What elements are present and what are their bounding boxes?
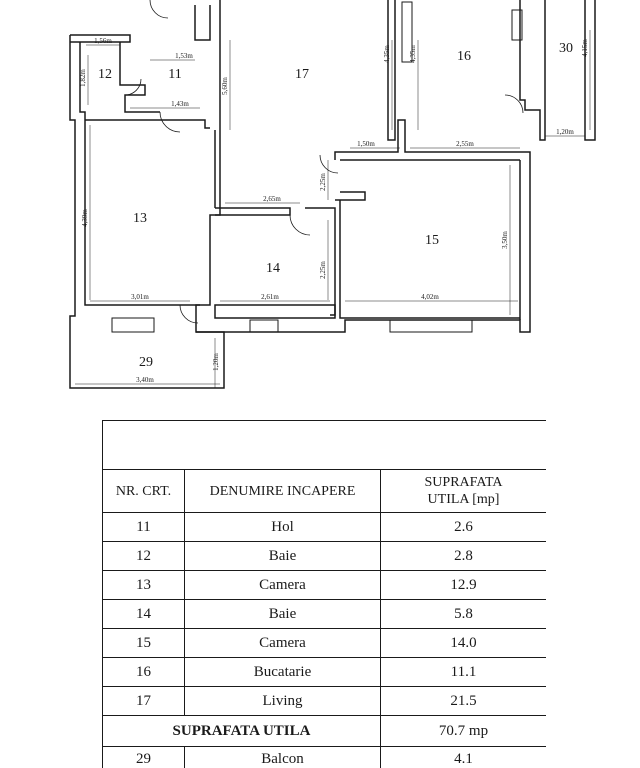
dimension-label: 3,01m [131, 293, 149, 301]
cell-nr: 17 [103, 687, 185, 716]
cell-nr: 14 [103, 600, 185, 629]
wall-16-right [520, 0, 545, 140]
cell-nr: 15 [103, 629, 185, 658]
header-nr: NR. CRT. [103, 470, 185, 513]
wall-15-leftupper [335, 192, 365, 200]
cell-area: 12.9 [381, 571, 547, 600]
dimension-label: 4,35m [383, 45, 391, 63]
dimension-label: 1,56m [94, 37, 112, 45]
dimension-label: 1,53m [175, 52, 193, 60]
header-area-line2: UTILA [mp] [427, 492, 500, 507]
table-header-row [103, 470, 547, 513]
table-row [103, 513, 547, 542]
summary-label: SUPRAFATA UTILA [103, 716, 381, 747]
door-top [150, 0, 168, 18]
wall-16-left [388, 0, 395, 140]
dimension-lines [75, 30, 590, 388]
dimension-label: 2,25m [319, 173, 327, 191]
table-row [103, 629, 547, 658]
dimension-label: 1,50m [357, 140, 375, 148]
dimension-label: 3,50m [501, 231, 509, 249]
dimension-label: 2,65m [263, 195, 281, 203]
table-row [103, 658, 547, 687]
cell-nr: 16 [103, 658, 185, 687]
header-area-line1: SUPRAFATA [424, 475, 503, 490]
table-title-row [103, 421, 547, 470]
table-title-cell [103, 421, 547, 470]
room-label-15: 15 [425, 233, 439, 248]
dimension-label: 2,55m [456, 140, 474, 148]
summary-row [103, 716, 547, 747]
window-14 [250, 320, 278, 332]
wall-11-right [195, 5, 210, 40]
dimension-label: 5,60m [221, 77, 229, 95]
dimension-label: 4,39m [81, 209, 89, 227]
cell-nr: 29 [103, 747, 185, 768]
cell-nr: 11 [103, 513, 185, 542]
room-label-12: 12 [98, 67, 112, 82]
room-label-13: 13 [133, 211, 147, 226]
cell-name: Hol [185, 513, 381, 542]
dimension-label: 4,35m [409, 45, 417, 63]
wall-outline-left [70, 0, 224, 388]
wall-12-11 [120, 42, 160, 112]
table-row [103, 687, 547, 716]
cell-nr: 12 [103, 542, 185, 571]
cell-name: Balcon [185, 747, 381, 768]
window-15 [390, 320, 472, 332]
dimension-label: 1,82m [79, 69, 87, 87]
table-row [103, 600, 547, 629]
dimension-label: 1,20m [556, 128, 574, 136]
door-14 [290, 215, 310, 235]
dimension-label: 4,15m [581, 39, 589, 57]
area-table-container [102, 420, 546, 768]
room-label-30: 30 [559, 41, 573, 56]
header-name: DENUMIRE INCAPERE [185, 470, 381, 513]
walls [70, 0, 595, 388]
area-table [102, 420, 546, 768]
cell-area: 21.5 [381, 687, 547, 716]
room-label-17: 17 [295, 67, 309, 82]
room-label-16: 16 [457, 49, 471, 64]
cell-area: 4.1 [381, 747, 547, 768]
cell-name: Bucatarie [185, 658, 381, 687]
dimension-label: 1,43m [171, 100, 189, 108]
header-area [381, 470, 547, 513]
cell-name: Camera [185, 571, 381, 600]
dimension-label: 3,40m [136, 376, 154, 384]
cell-area: 5.8 [381, 600, 547, 629]
dimension-label: 1,20m [212, 353, 220, 371]
cell-area: 14.0 [381, 629, 547, 658]
cell-name: Living [185, 687, 381, 716]
door-13 [160, 112, 180, 132]
dimension-label: 2,61m [261, 293, 279, 301]
dimension-label: 2,25m [319, 261, 327, 279]
room-label-11: 11 [168, 67, 182, 82]
window-29 [112, 318, 154, 332]
cell-name: Baie [185, 542, 381, 571]
cell-name: Camera [185, 629, 381, 658]
table-row [103, 747, 547, 768]
room-label-14: 14 [266, 261, 280, 276]
cell-area: 11.1 [381, 658, 547, 687]
cell-area: 2.6 [381, 513, 547, 542]
wall-13-top [85, 120, 210, 128]
summary-value: 70.7 mp [381, 716, 547, 747]
cell-nr: 13 [103, 571, 185, 600]
wall-14-top [215, 208, 290, 215]
cell-area: 2.8 [381, 542, 547, 571]
room-label-29: 29 [139, 355, 153, 370]
cell-name: Baie [185, 600, 381, 629]
wall-bottom-main [196, 120, 530, 332]
wall-14-bottom [215, 305, 335, 318]
table-row [103, 571, 547, 600]
table-row [103, 542, 547, 571]
dimension-label: 4,02m [421, 293, 439, 301]
door-12 [125, 79, 141, 95]
